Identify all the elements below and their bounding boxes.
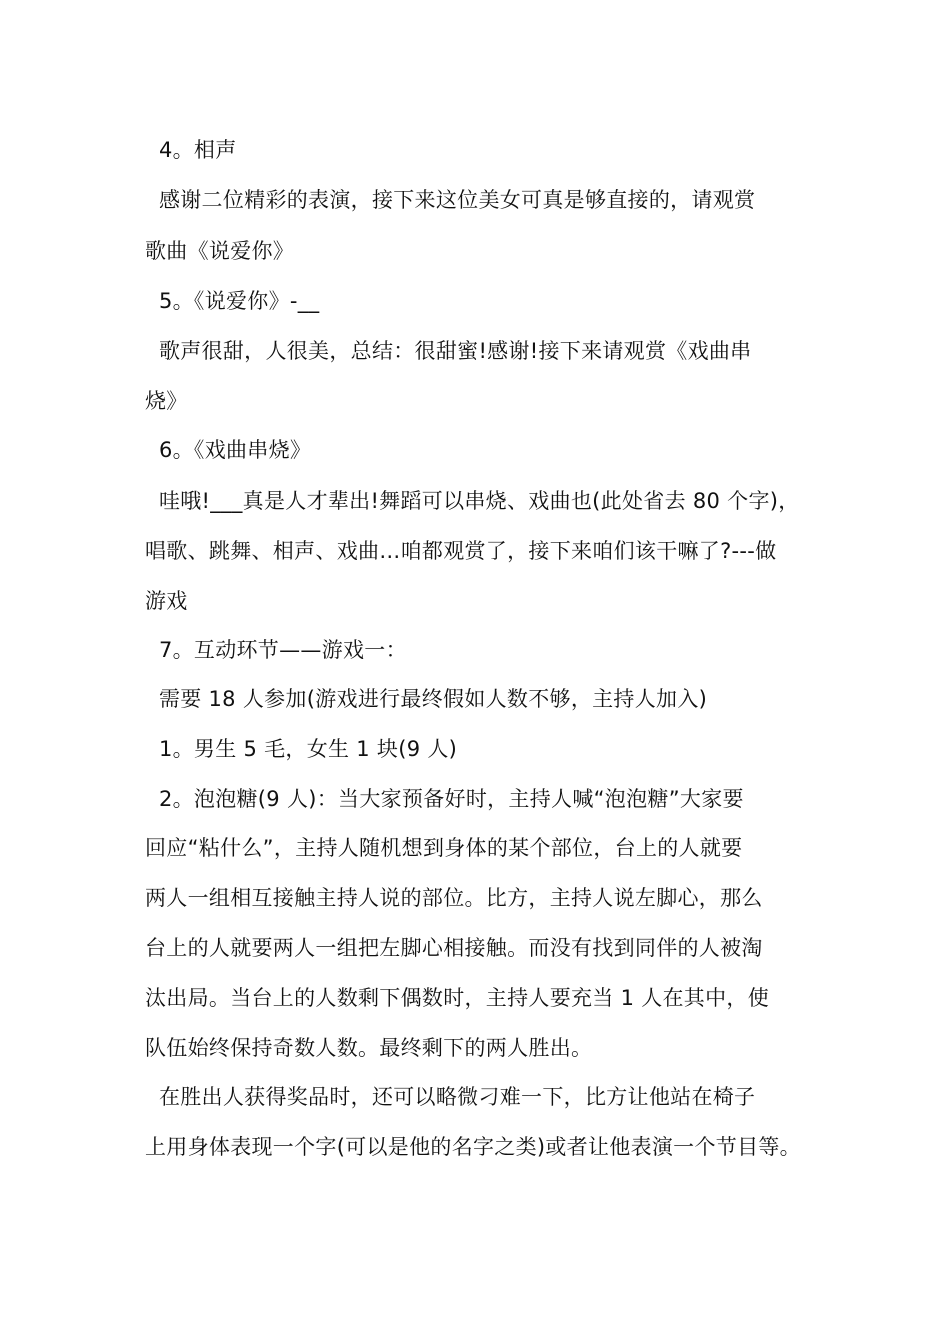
section-heading: 7。互动环节——游戏一： (145, 638, 407, 662)
paragraph-line: 游戏 (145, 589, 188, 613)
paragraph-line: 在胜出人获得奖品时，还可以略微刁难一下，比方让他站在椅子 (145, 1085, 756, 1109)
paragraph-line: 两人一组相互接触主持人说的部位。比方，主持人说左脚心，那么 (145, 886, 763, 910)
paragraph-line: 台上的人就要两人一组把左脚心相接触。而没有找到同伴的人被淘 (145, 936, 763, 960)
paragraph-line: 唱歌、跳舞、相声、戏曲…咱都观赏了，接下来咱们该干嘛了?---做 (145, 539, 777, 563)
paragraph-line: 需要 18 人参加(游戏进行最终假如人数不够，主持人加入) (145, 687, 708, 711)
paragraph-line: 歌曲《说爱你》 (145, 239, 295, 263)
list-item: 1。男生 5 毛，女生 1 块(9 人) (145, 737, 458, 761)
paragraph-line: 上用身体表现一个字(可以是他的名字之类)或者让他表演一个节目等。 (145, 1135, 801, 1159)
paragraph-line: 烧》 (145, 389, 188, 413)
paragraph-line: 歌声很甜，人很美，总结：很甜蜜!感谢!接下来请观赏《戏曲串 (145, 339, 752, 363)
paragraph-line: 哇哦!___真是人才辈出!舞蹈可以串烧、戏曲也(此处省去 80 个字)， (145, 489, 800, 513)
paragraph-line: 汰出局。当台上的人数剩下偶数时，主持人要充当 1 人在其中，使 (145, 986, 770, 1010)
paragraph-line: 队伍始终保持奇数人数。最终剩下的两人胜出。 (145, 1036, 593, 1060)
section-heading: 4。相声 (145, 138, 237, 162)
paragraph-line: 回应“粘什么”，主持人随机想到身体的某个部位，台上的人就要 (145, 836, 743, 860)
paragraph-line: 感谢二位精彩的表演，接下来这位美女可真是够直接的，请观赏 (145, 188, 756, 212)
section-heading: 6。《戏曲串烧》 (145, 438, 312, 462)
list-item: 2。泡泡糖(9 人)：当大家预备好时，主持人喊“泡泡糖”大家要 (145, 787, 744, 811)
section-heading: 5。《说爱你》-__ (145, 289, 320, 313)
